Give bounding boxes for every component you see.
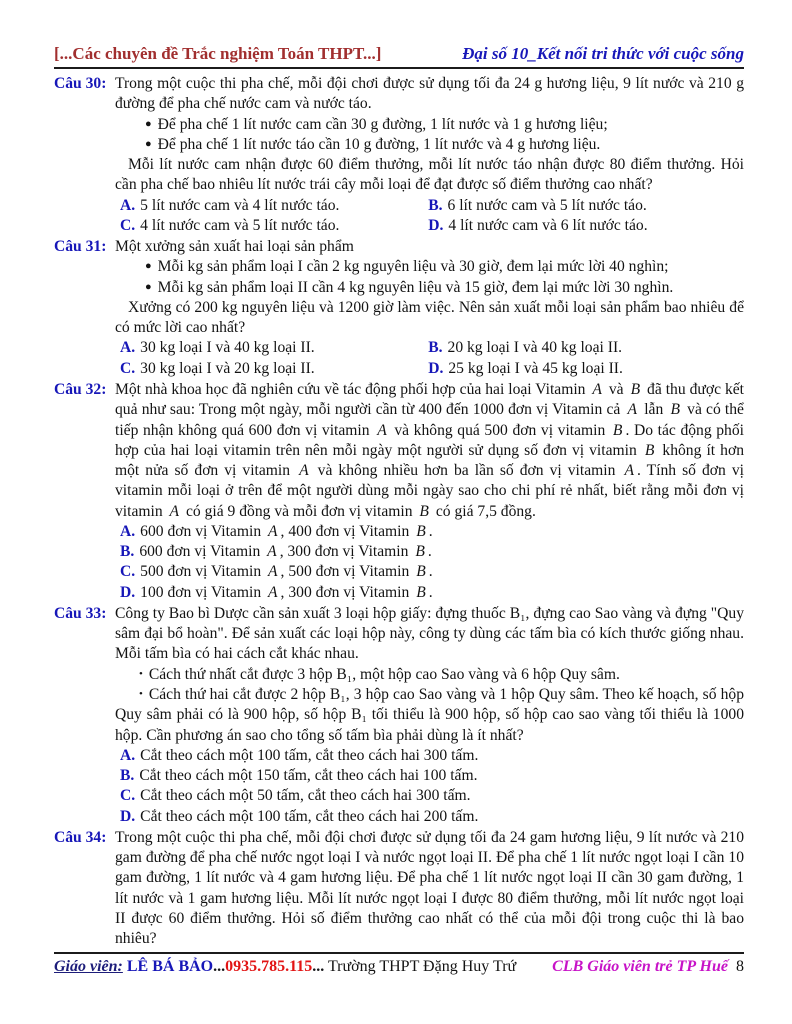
text-segment: Để pha chế 1 lít nước táo cần 10 g đường, 1 lít nước và 4 g hương liệu.: [157, 135, 601, 153]
bullet-icon: ●: [145, 137, 152, 150]
text-segment: .: [428, 583, 433, 601]
question-paragraph: [115, 604, 744, 665]
question-body: [115, 828, 744, 950]
text-segment: .: [428, 563, 433, 581]
question-body: [115, 74, 744, 236]
text-segment: Để pha chế 1 lít nước cam cần 30 g đường, 1 lít nước và 1 g hương liệu;: [157, 115, 608, 133]
text-segment: và không quá 500 đơn vị vitamin: [389, 421, 610, 439]
option-D: [423, 359, 744, 379]
option-letter: C.: [120, 216, 136, 234]
math-symbol: A: [592, 380, 602, 398]
text-segment: Cách thứ nhất cắt được 3 hộp B₁, một hộp cao Sao vàng và 6 hộp Quy sâm.: [148, 665, 620, 683]
math-symbol: A: [268, 522, 278, 540]
math-symbol: B: [415, 543, 425, 561]
math-symbol: B: [630, 380, 641, 398]
footer-club-and-page-number: [552, 958, 744, 976]
bullet-icon: ●: [145, 117, 152, 130]
text-segment: ...: [213, 958, 226, 975]
math-symbol: B: [612, 421, 623, 439]
text-segment: 600 đơn vị Vitamin: [139, 543, 265, 561]
question-body: [115, 380, 744, 603]
math-symbol: B: [416, 522, 426, 540]
text-segment: 6 lít nước cam và 5 lít nước táo.: [447, 196, 647, 214]
answer-options: [115, 746, 744, 827]
text-segment: Giáo viên:: [54, 958, 123, 975]
bullet-icon: •: [139, 667, 143, 680]
option-A: [115, 522, 744, 542]
option-A: [115, 196, 423, 216]
text-segment: 30 kg loại I và 40 kg loại II.: [140, 339, 315, 357]
option-letter: B.: [428, 196, 443, 214]
question-paragraph: [115, 155, 744, 196]
option-D: [423, 216, 744, 236]
questions: [54, 74, 744, 949]
text-segment: đã thu được kết quả như sau: Trong một ngày, mỗi người cần từ 400 đến 1000 đơn vị Vitamin cả: [115, 380, 744, 419]
text-segment: có giá 9 đồng và mỗi đơn vị vitamin: [182, 502, 417, 520]
option-letter: D.: [120, 807, 136, 825]
text-segment: Cắt theo cách một 100 tấm, cắt theo cách hai 200 tấm.: [140, 807, 479, 825]
option-letter: D.: [428, 216, 444, 234]
math-symbol: B: [670, 401, 680, 419]
question-label: Câu 34:: [54, 828, 107, 846]
text-segment: Xưởng có 200 kg nguyên liệu và 1200 giờ làm việc. Nên sản xuất mỗi loại sản phẩm bao nhiêu để có mức lời cao nhất?: [115, 298, 744, 337]
text-segment: Công ty Bao bì Dược cần sản xuất 3 loại hộp giấy: đựng thuốc B₁, đựng cao Sao vàng và đựng "Quy sâm đại bổ hoàn". Để sản xuất các loại hộp này, công ty dùng các tấm bìa có kích thước giống nhau. Mỗi tấm bìa có hai cách cắt khác nhau.: [115, 604, 744, 663]
question-label: Câu 32:: [54, 380, 107, 398]
bullet-icon: •: [139, 687, 143, 700]
question-paragraph: [115, 278, 744, 298]
option-letter: B.: [120, 543, 135, 561]
text-segment: , 400 đơn vị Vitamin: [280, 522, 414, 540]
question-label: Câu 33:: [54, 604, 107, 622]
answer-options: [115, 522, 744, 603]
text-segment: Cắt theo cách một 150 tấm, cắt theo cách hai 100 tấm.: [139, 767, 478, 785]
math-symbol: A: [268, 563, 278, 581]
math-symbol: B: [416, 583, 426, 601]
question-paragraph: [115, 298, 744, 339]
text-segment: Trường THPT Đặng Huy Trứ: [324, 958, 517, 975]
text-segment: . Do tác động phối hợp của hai loại vitamin trên nên mỗi ngày một người sử dụng số đơn vị vitamin: [115, 421, 744, 459]
text-segment: 100 đơn vị Vitamin: [140, 583, 266, 601]
text-segment: và có thể tiếp nhận không quá 600 đơn vị vitamin: [115, 401, 744, 439]
text-segment: 4 lít nước cam và 5 lít nước táo.: [140, 216, 340, 234]
option-D: [115, 807, 744, 827]
math-symbol: B: [419, 502, 429, 520]
question-31: [54, 237, 744, 379]
option-letter: C.: [120, 359, 136, 377]
bullet-icon: ●: [145, 280, 152, 293]
option-B: [423, 338, 744, 358]
math-symbol: B: [644, 441, 655, 459]
text-segment: , 300 đơn vị Vitamin: [279, 543, 413, 561]
text-segment: LÊ BÁ BẢO: [126, 958, 214, 975]
question-paragraph: [115, 135, 744, 155]
text-segment: và không nhiều hơn ba lần số đơn vị vitamin: [311, 462, 622, 480]
text-segment: 30 kg loại I và 20 kg loại II.: [140, 359, 315, 377]
answer-options: [115, 196, 744, 237]
question-paragraph: [115, 665, 744, 685]
text-segment: 5 lít nước cam và 4 lít nước táo.: [140, 196, 340, 214]
question-30: [54, 74, 744, 236]
text-segment: 20 kg loại I và 40 kg loại II.: [447, 339, 623, 357]
question-34: [54, 828, 744, 950]
option-B: [423, 196, 744, 216]
option-C: [115, 562, 744, 582]
math-symbol: A: [627, 401, 638, 419]
text-segment: Trong một cuộc thi pha chế, mỗi đội chơi được sử dụng tối đa 24 g hương liệu, 9 lít nước và 210 g đường để pha chế nước cam và nước táo.: [115, 75, 744, 113]
option-letter: B.: [428, 339, 443, 357]
bullet-icon: ●: [145, 260, 152, 273]
question-paragraph: [115, 74, 744, 115]
option-letter: D.: [428, 359, 444, 377]
question-label: Câu 30:: [54, 75, 107, 92]
option-letter: A.: [120, 746, 136, 764]
page-header: [54, 44, 744, 64]
text-segment: 500 đơn vị Vitamin: [140, 563, 266, 581]
text-segment: có giá 7,5 đồng.: [431, 502, 536, 520]
answer-options: [115, 338, 744, 379]
option-letter: A.: [120, 522, 136, 540]
option-C: [115, 216, 423, 236]
question-body: [115, 604, 744, 827]
text-segment: Cách thứ hai cắt được 2 hộp B₁, 3 hộp cao Sao vàng và 1 hộp Quy sâm. Theo kế hoạch, số hộp Quy sâm phải có là 900 hộp, số hộp B₁ tối thiểu là 900 hộp, số hộp cao sao vàng tối thiểu là 1000 hộp. Cần phương án sao cho tổng số tấm bìa phải dùng là ít nhất?: [115, 685, 744, 744]
question-paragraph: [115, 237, 744, 257]
text-segment: 25 kg loại I và 45 kg loại II.: [448, 359, 623, 377]
text-segment: .: [428, 522, 433, 540]
math-symbol: A: [267, 543, 277, 561]
text-segment: , 500 đơn vị Vitamin: [280, 563, 414, 581]
footer-row: [54, 958, 744, 976]
option-A: [115, 338, 423, 358]
option-letter: B.: [120, 767, 135, 785]
text-segment: 0935.785.115: [225, 958, 313, 975]
text-segment: Trong một cuộc thi pha chế, mỗi đội chơi được sử dụng tối đa 24 gam hương liệu, 9 lít nước và 210 gam đường để pha chế nước ngọt loại I và nước ngọt loại II. Để pha chế 1 lít nước ngọt loại I cần 10 gam đường, 1 lít nước và 4 gam hương liệu. Để pha chế 1 lít nước ngọt loại II cần 30 gam đường, 1 lít nước và 1 gam hương liệu. Mỗi lít nước ngọt loại I được 80 điểm thưởng, mỗi lít nước ngọt loại II được 60 điểm thưởng. Hỏi số điểm thưởng cao nhất có thể của mỗi đội trong cuộc thi là bao nhiêu?: [115, 828, 744, 948]
question-paragraph: [115, 257, 744, 277]
header-divider: [54, 67, 744, 69]
math-symbol: A: [377, 421, 387, 439]
text-segment: Cắt theo cách một 100 tấm, cắt theo cách hai 300 tấm.: [140, 746, 479, 764]
question-paragraph: [115, 685, 744, 746]
text-segment: 8: [732, 958, 744, 975]
text-segment: CLB Giáo viên trẻ TP Huế: [552, 958, 728, 975]
footer-divider: [54, 952, 744, 954]
text-segment: và: [604, 380, 628, 398]
header-book-title: Đại số 10_Kết nối tri thức với cuộc sống: [462, 44, 744, 63]
math-symbol: A: [268, 583, 278, 601]
header-series-title: [...Các chuyên đề Trắc nghiệm Toán THPT...]: [54, 44, 382, 63]
text-segment: lẫn: [640, 401, 668, 419]
text-segment: 4 lít nước cam và 6 lít nước táo.: [448, 216, 648, 234]
text-segment: Cắt theo cách một 50 tấm, cắt theo cách hai 300 tấm.: [140, 787, 471, 805]
math-symbol: A: [299, 462, 309, 480]
text-segment: ...: [312, 958, 325, 975]
question-label: Câu 31:: [54, 238, 107, 256]
option-C: [115, 786, 744, 806]
option-letter: C.: [120, 787, 136, 805]
text-segment: , 300 đơn vị Vitamin: [280, 583, 414, 601]
question-paragraph: [115, 380, 744, 522]
question-paragraph: [115, 115, 744, 135]
option-letter: A.: [120, 339, 136, 357]
text-segment: Một xưởng sản xuất hai loại sản phẩm: [115, 238, 354, 256]
text-segment: Mỗi kg sản phẩm loại II cần 4 kg nguyên liệu và 15 giờ, đem lại mức lời 30 nghìn.: [157, 278, 674, 296]
question-33: [54, 604, 744, 827]
option-D: [115, 583, 744, 603]
option-B: [115, 766, 744, 786]
question-32: [54, 380, 744, 603]
option-letter: D.: [120, 583, 136, 601]
text-segment: Mỗi lít nước cam nhận được 60 điểm thưởng, mỗi lít nước táo nhận được 80 điểm thưởng. Hỏi cần pha chế bao nhiêu lít nước trái cây mỗi loại để đạt được số điểm thưởng cao nhất?: [115, 156, 744, 194]
text-segment: Một nhà khoa học đã nghiên cứu về tác động phối hợp của hai loại Vitamin: [115, 380, 590, 398]
text-segment: .: [427, 543, 432, 561]
text-segment: . Tính số đơn vị vitamin mỗi loại ở trên để một người dùng mỗi ngày sao cho chi phí rẻ nhất, biết rằng mỗi đơn vị vitamin: [115, 462, 745, 520]
option-letter: C.: [120, 563, 136, 581]
option-letter: A.: [120, 196, 136, 214]
option-C: [115, 359, 423, 379]
text-segment: Mỗi kg sản phẩm loại I cần 2 kg nguyên liệu và 30 giờ, đem lại mức lời 40 nghìn;: [157, 258, 669, 276]
question-body: [115, 237, 744, 379]
question-paragraph: [115, 828, 744, 950]
text-segment: không ít hơn một nửa số đơn vị vitamin: [115, 441, 745, 480]
math-symbol: A: [169, 502, 180, 520]
math-symbol: B: [416, 563, 426, 581]
option-A: [115, 746, 744, 766]
page-footer: [54, 952, 744, 976]
math-symbol: A: [624, 462, 634, 480]
footer-teacher-info: [54, 958, 516, 976]
text-segment: 600 đơn vị Vitamin: [140, 522, 266, 540]
option-B: [115, 542, 744, 562]
